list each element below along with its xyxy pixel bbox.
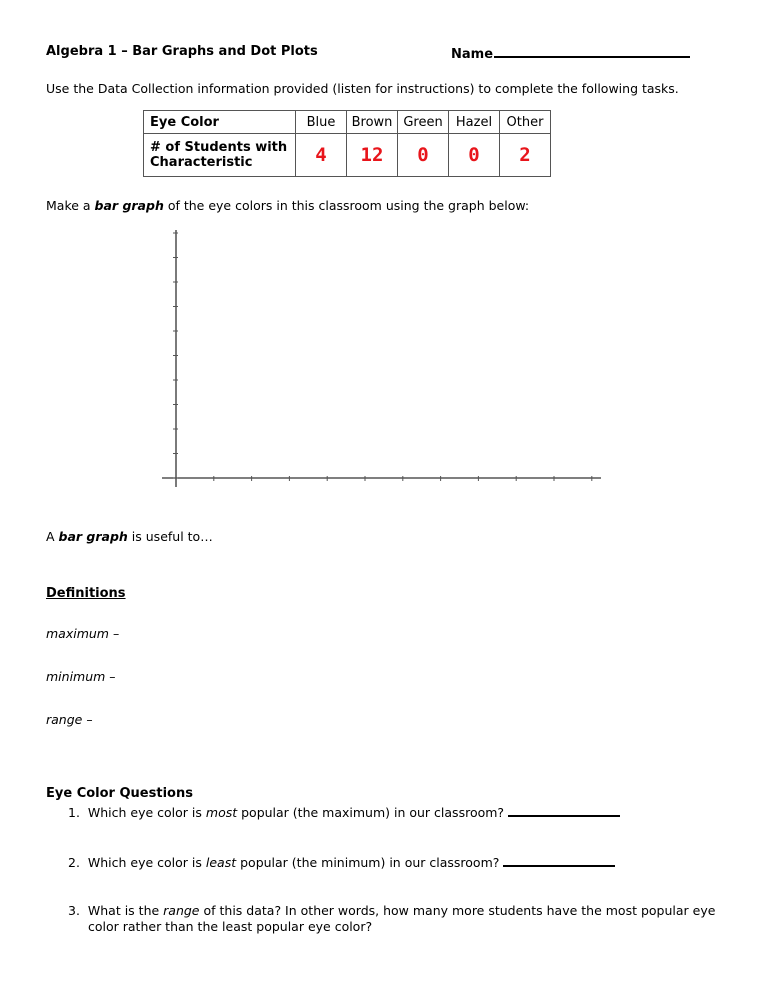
count-cell: 0 — [449, 134, 500, 177]
definition-maximum: maximum – — [46, 626, 120, 641]
blank-graph-grid[interactable] — [160, 225, 610, 490]
count-cell: 0 — [398, 134, 449, 177]
color-cell: Green — [398, 111, 449, 134]
definition-range: range – — [46, 712, 93, 727]
questions-heading: Eye Color Questions — [46, 786, 193, 801]
question-3 — [68, 903, 715, 918]
instructions: Use the Data Collection information provided (listen for instructions) to complete the following tasks. — [46, 81, 679, 96]
question-number: 2. — [68, 855, 80, 870]
question-number: 3. — [68, 903, 80, 918]
useful-emphasis: bar graph — [58, 529, 128, 544]
question-emphasis: most — [205, 805, 238, 820]
row-header-students: # of Students with Characteristic — [144, 134, 296, 177]
question-text: of this data? In other words, how many more students have the most popular eye — [199, 903, 716, 918]
question-1 — [68, 803, 620, 820]
question-text: What is the — [87, 903, 164, 918]
answer-blank[interactable] — [503, 853, 615, 867]
question-3-continued: color rather than the least popular eye color? — [88, 919, 373, 934]
useful-text: A — [46, 529, 59, 544]
count-cell: 12 — [347, 134, 398, 177]
name-label: Name — [451, 47, 494, 62]
color-cell: Other — [500, 111, 551, 134]
color-cell: Blue — [296, 111, 347, 134]
row-header-eye-color: Eye Color — [144, 111, 296, 134]
name-field — [451, 44, 690, 62]
question-number: 1. — [68, 805, 80, 820]
question-text: popular (the minimum) in our classroom? — [236, 855, 500, 870]
bar-graph-prompt — [46, 198, 529, 213]
color-cell: Hazel — [449, 111, 500, 134]
count-cell: 2 — [500, 134, 551, 177]
prompt-text: Make a — [46, 198, 95, 213]
useful-text: is useful to… — [127, 529, 213, 544]
prompt-emphasis: bar graph — [94, 198, 164, 213]
question-emphasis: range — [163, 903, 200, 918]
question-text: popular (the maximum) in our classroom? — [237, 805, 505, 820]
color-cell: Brown — [347, 111, 398, 134]
prompt-text: of the eye colors in this classroom using the graph below: — [163, 198, 530, 213]
worksheet-title: Algebra 1 – Bar Graphs and Dot Plots — [46, 44, 318, 59]
table-row — [144, 134, 551, 177]
name-blank-line[interactable] — [494, 44, 690, 58]
answer-blank[interactable] — [508, 803, 620, 817]
question-text: Which eye color is — [87, 855, 206, 870]
useful-prompt — [46, 529, 213, 544]
count-cell: 4 — [296, 134, 347, 177]
table-row — [144, 111, 551, 134]
definitions-heading: Definitions — [46, 586, 126, 601]
question-emphasis: least — [205, 855, 237, 870]
definition-minimum: minimum – — [46, 669, 116, 684]
eye-color-table — [143, 110, 551, 177]
question-2 — [68, 853, 615, 870]
question-text: Which eye color is — [87, 805, 206, 820]
